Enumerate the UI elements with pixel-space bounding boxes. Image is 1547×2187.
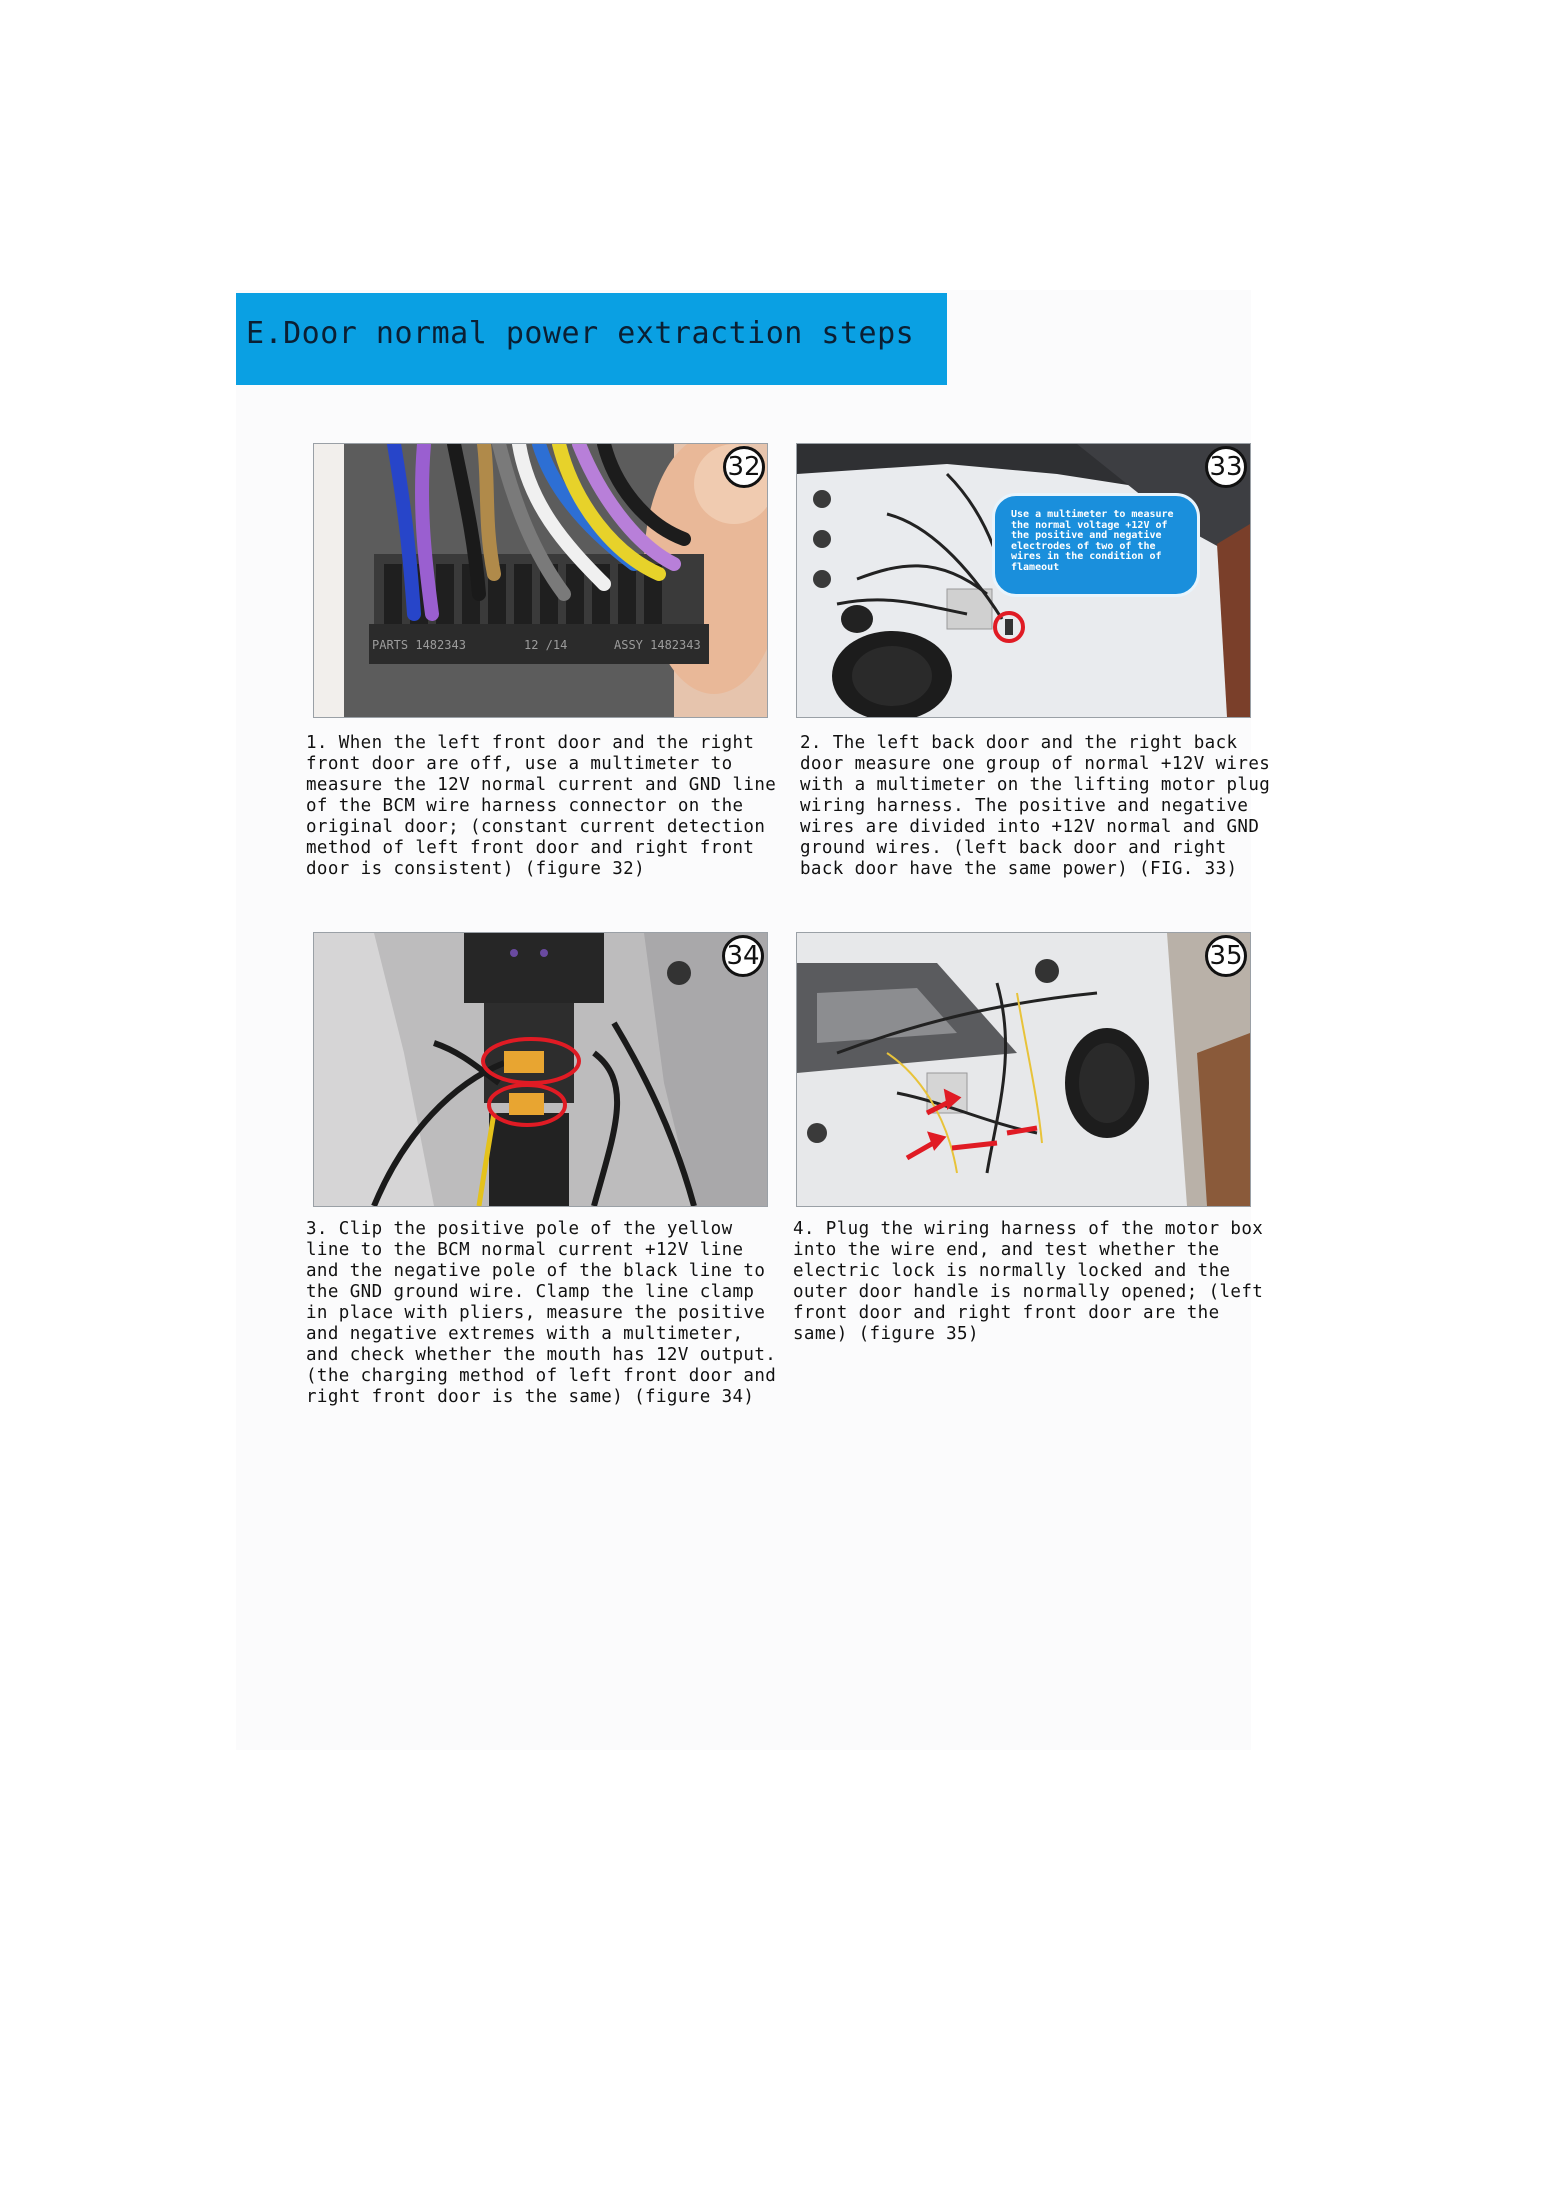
figure-33-caption: 2. The left back door and the right back door measure one group of normal +12V wires with a multimeter on the lifting motor plug wiring harness. The positive and negative wires are divided into +12V normal and GND ground wires. (left back door and right back door have the same power) (FIG. 33)	[800, 733, 1271, 879]
photo-figure-34	[313, 932, 768, 1207]
figure-32-caption: 1. When the left front door and the right front door are off, use a multimeter to measure the 12V normal current and GND line of the BCM wire harness connector on the original door; (constant current detection method of left front door and right front door is consistent) (figure 32)	[306, 733, 777, 879]
photo-figure-32	[313, 443, 768, 718]
callout-bubble: Use a multimeter to measure the normal voltage +12V of the positive and negative electrodes of two of the wires in the condition of flameout	[992, 493, 1200, 597]
figure-35-caption: 4. Plug the wiring harness of the motor box into the wire end, and test whether the electric lock is normally locked and the outer door handle is normally opened; (left front door and right front door are the same) (figure 35)	[793, 1219, 1264, 1344]
figure-number-badge: 32	[723, 446, 765, 488]
figure-number-badge: 33	[1205, 446, 1247, 488]
photo-figure-35	[796, 932, 1251, 1207]
connector-label-pin: 12 /14	[524, 638, 568, 652]
section-title: E.Door normal power extraction steps	[246, 316, 915, 351]
connector-label-part: PARTS 1482343	[372, 638, 466, 652]
connector-label-assy: ASSY 1482343	[614, 638, 701, 652]
figure-number-badge: 35	[1205, 935, 1247, 977]
figure-34-caption: 3. Clip the positive pole of the yellow line to the BCM normal current +12V line and the negative pole of the black line to the GND ground wire. Clamp the line clamp in place with pliers, measure the positive and negative extremes with a multimeter, and check whether the mouth has 12V output. (the charging method of left front door and right front door is the same) (figure 34)	[306, 1219, 777, 1407]
figure-number-badge: 34	[722, 935, 764, 977]
